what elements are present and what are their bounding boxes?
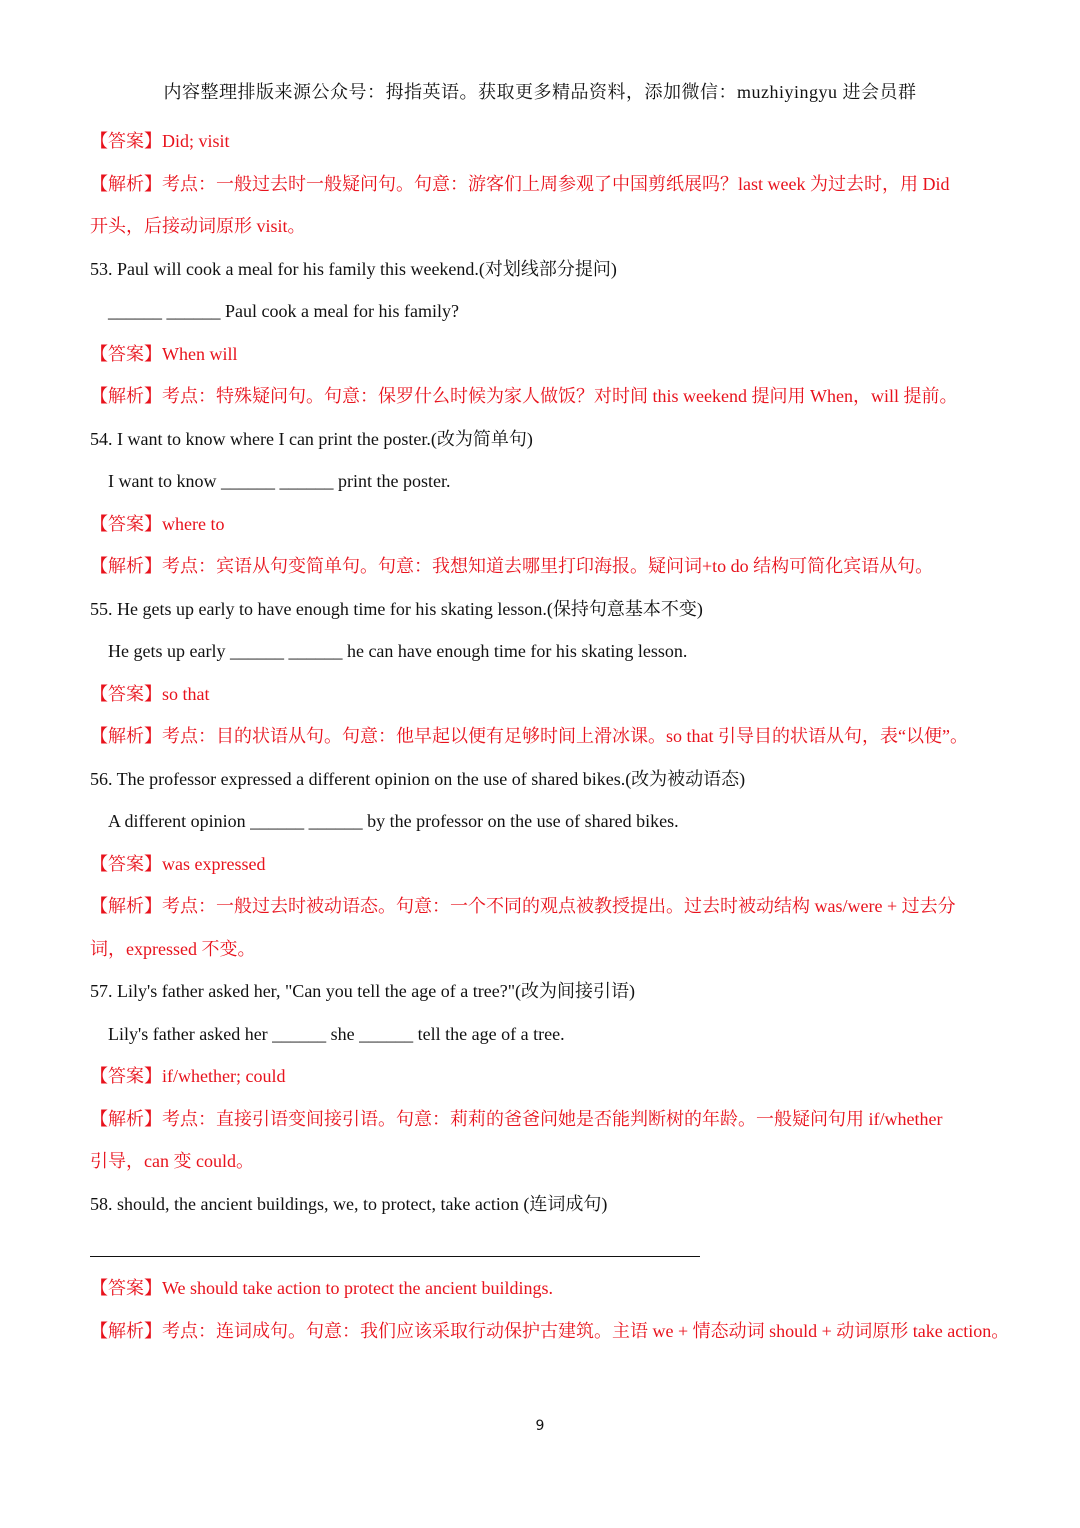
answer-text-line: 【答案】was expressed	[90, 853, 266, 874]
answer-text-line: 【答案】where to	[90, 513, 225, 534]
answer-text-line: 【答案】if/whether; could	[90, 1066, 286, 1086]
question-line: 53. Paul will cook a meal for his family this weekend.(对划线部分提问)	[90, 258, 617, 279]
exercise-blank-line: A different opinion ______ ______ by the professor on the use of shared bikes.	[108, 811, 679, 831]
document-body	[90, 120, 1010, 1352]
answer-text-line: 【答案】When will	[90, 343, 238, 364]
answer-text-line: 【解析】考点：目的状语从句。句意：他早起以便有足够时间上滑冰课。so that 引导目的状语从句，表“以便”。	[90, 726, 968, 746]
underline-rule	[90, 1256, 700, 1257]
question-line: 57. Lily's father asked her, "Can you tell the age of a tree?"(改为间接引语)	[90, 981, 636, 1001]
answer-text-line: 引导，can 变 could。	[90, 1151, 254, 1171]
page-number: 9	[535, 1418, 545, 1434]
answer-text-line: 【解析】考点：一般过去时被动语态。句意：一个不同的观点被教授提出。过去时被动结构 was/were + 过去分	[90, 896, 956, 916]
exercise-blank-line: I want to know ______ ______ print the poster.	[108, 471, 451, 491]
answer-text-line: 【解析】考点：宾语从句变简单句。句意：我想知道去哪里打印海报。疑问词+to do 结构可简化宾语从句。	[90, 556, 934, 576]
exercise-blank-line: He gets up early ______ ______ he can have enough time for his skating lesson.	[108, 641, 688, 661]
answer-text-line: 【答案】Did; visit	[90, 131, 230, 151]
question-line: 54. I want to know where I can print the poster.(改为简单句)	[90, 428, 533, 449]
answer-text-line: 【答案】We should take action to protect the ancient buildings.	[90, 1278, 553, 1298]
answer-blank-line	[90, 1225, 1010, 1267]
question-line: 55. He gets up early to have enough time for his skating lesson.(保持句意基本不变)	[90, 598, 703, 619]
answer-text-line: 【答案】so that	[90, 683, 210, 704]
page-header: 内容整理排版来源公众号：拇指英语。获取更多精品资料，添加微信：muzhiyingyu 进会员群	[163, 82, 917, 102]
answer-text-line: 【解析】考点：连词成句。句意：我们应该采取行动保护古建筑。主语 we + 情态动词 should + 动词原形 take action。	[90, 1320, 1010, 1341]
answer-text-line: 开头，后接动词原形 visit。	[90, 216, 306, 236]
answer-text-line: 【解析】考点：直接引语变间接引语。句意：莉莉的爸爸问她是否能判断树的年龄。一般疑问句用 if/whether	[90, 1108, 943, 1129]
answer-text-line: 词，expressed 不变。	[90, 938, 256, 959]
answer-text-line: 【解析】考点：一般过去时一般疑问句。句意：游客们上周参观了中国剪纸展吗？last week 为过去时，用 Did	[90, 173, 950, 194]
answer-text-line: 【解析】考点：特殊疑问句。句意：保罗什么时候为家人做饭？对时间 this weekend 提问用 When，will 提前。	[90, 386, 958, 406]
question-line: 56. The professor expressed a different opinion on the use of shared bikes.(改为被动语态)	[90, 768, 746, 789]
exercise-blank-line: ______ ______ Paul cook a meal for his family?	[108, 301, 459, 321]
question-line: 58. should, the ancient buildings, we, to protect, take action (连词成句)	[90, 1193, 608, 1214]
exercise-blank-line: Lily's father asked her ______ she ______ tell the age of a tree.	[108, 1023, 565, 1044]
